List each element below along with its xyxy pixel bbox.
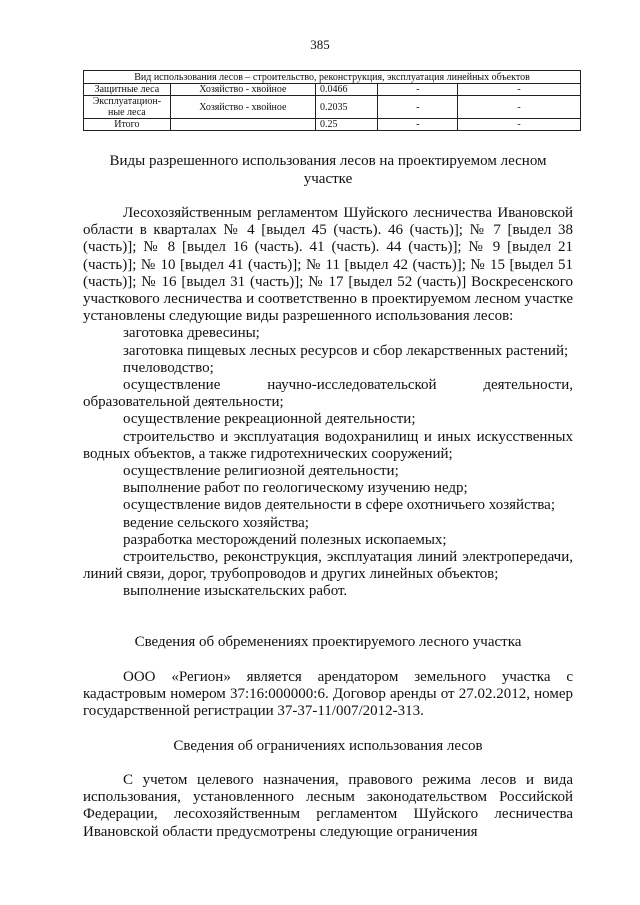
table-cell-col4: - [378, 119, 458, 131]
table-cell-col5: - [458, 96, 581, 119]
table-cell-farm: Хозяйство - хвойное [170, 84, 315, 96]
table-cell-col4: - [378, 96, 458, 119]
table-cell-value: 0.25 [315, 119, 377, 131]
table-cell-col4: - [378, 84, 458, 96]
table-cell-value: 0.2035 [315, 96, 377, 119]
table-cell-value: 0.0466 [315, 84, 377, 96]
table-cell-farm [170, 119, 315, 131]
table-header: Вид использования лесов – строительство, реконструкция, эксплуатация линейных объектов [84, 71, 581, 84]
table-cell-category: Эксплуатацион-ные леса [84, 96, 171, 119]
section3-text: С учетом целевого назначения, правового режима лесов и вида использования, установленного лесным законодательством Российской Федерации, лесохозяйственным регламентом Шуйского лесничества Ивановской области предусмотрены следующие ограничения [83, 772, 573, 840]
table-cell-col5: - [458, 84, 581, 96]
section2-title: Сведения об обременениях проектируемого лесного участка [134, 634, 522, 650]
list-item: заготовка древесины; [123, 325, 260, 342]
list-item: разработка месторождений полезных ископаемых; [123, 531, 447, 548]
page-number: 385 [310, 37, 330, 52]
list-item: ведение сельского хозяйства; [123, 514, 309, 531]
list-item: строительство и эксплуатация водохранилищ и иных искусственных водных объектов, а также гидротехнических сооружений; [83, 428, 573, 462]
list-item: осуществление рекреационной деятельности; [123, 411, 416, 428]
list-item: осуществление научно-исследовательской деятельности, образовательной деятельности; [83, 377, 573, 411]
list-item: осуществление религиозной деятельности; [123, 463, 399, 480]
section1-body [83, 205, 573, 601]
table-row-total [84, 119, 581, 131]
list-item: выполнение работ по геологическому изучению недр; [123, 480, 468, 497]
table-header-row [84, 71, 581, 84]
list-item: пчеловодство; [123, 359, 214, 376]
section2-text: ООО «Регион» является арендатором земельного участка с кадастровым номером 37:16:000000:6. Договор аренды от 27.02.2012, номер государственной регистрации 37-37-11/007/2012-313. [83, 669, 573, 720]
list-item: строительство, реконструкция, эксплуатация линий электропередачи, линий связи, дорог, трубопроводов и других линейных объектов; [83, 549, 573, 583]
section1-intro: Лесохозяйственным регламентом Шуйского лесничества Ивановской области в кварталах № 4 [выдел 45 (часть). 46 (часть)]; № 7 [выдел 38 (часть)]; № 8 [выдел 16 (часть). 41 (часть). 44 (часть)]; № 9 [выдел 21 (часть)]; № 10 [выдел 41 (часть)]; № 11 [выдел 42 (часть)]; № 15 [выдел 51 (часть)]; № 16 [выдел 31 (часть)]; № 17 [выдел 52 (часть)] Воскресенского участкового лесничества и соответственно в проектируемом лесном участке установлены следующие виды разрешенного использования лесов: [83, 205, 573, 325]
forest-use-table [83, 70, 581, 131]
table-row [84, 84, 581, 96]
list-item: осуществление видов деятельности в сфере охотничьего хозяйства; [123, 497, 556, 514]
section1-title: Виды разрешенного использования лесов на проектируемом лесном участке [109, 153, 547, 187]
table-cell-category: Итого [84, 119, 171, 131]
list-item: заготовка пищевых лесных ресурсов и сбор лекарственных растений; [123, 342, 569, 359]
table-cell-category: Защитные леса [84, 84, 171, 96]
table-cell-farm: Хозяйство - хвойное [170, 96, 315, 119]
section3-title: Сведения об ограничениях использования лесов [173, 738, 483, 754]
table-cell-col5: - [458, 119, 581, 131]
list-item: выполнение изыскательских работ. [123, 583, 348, 600]
table-row [84, 96, 581, 119]
